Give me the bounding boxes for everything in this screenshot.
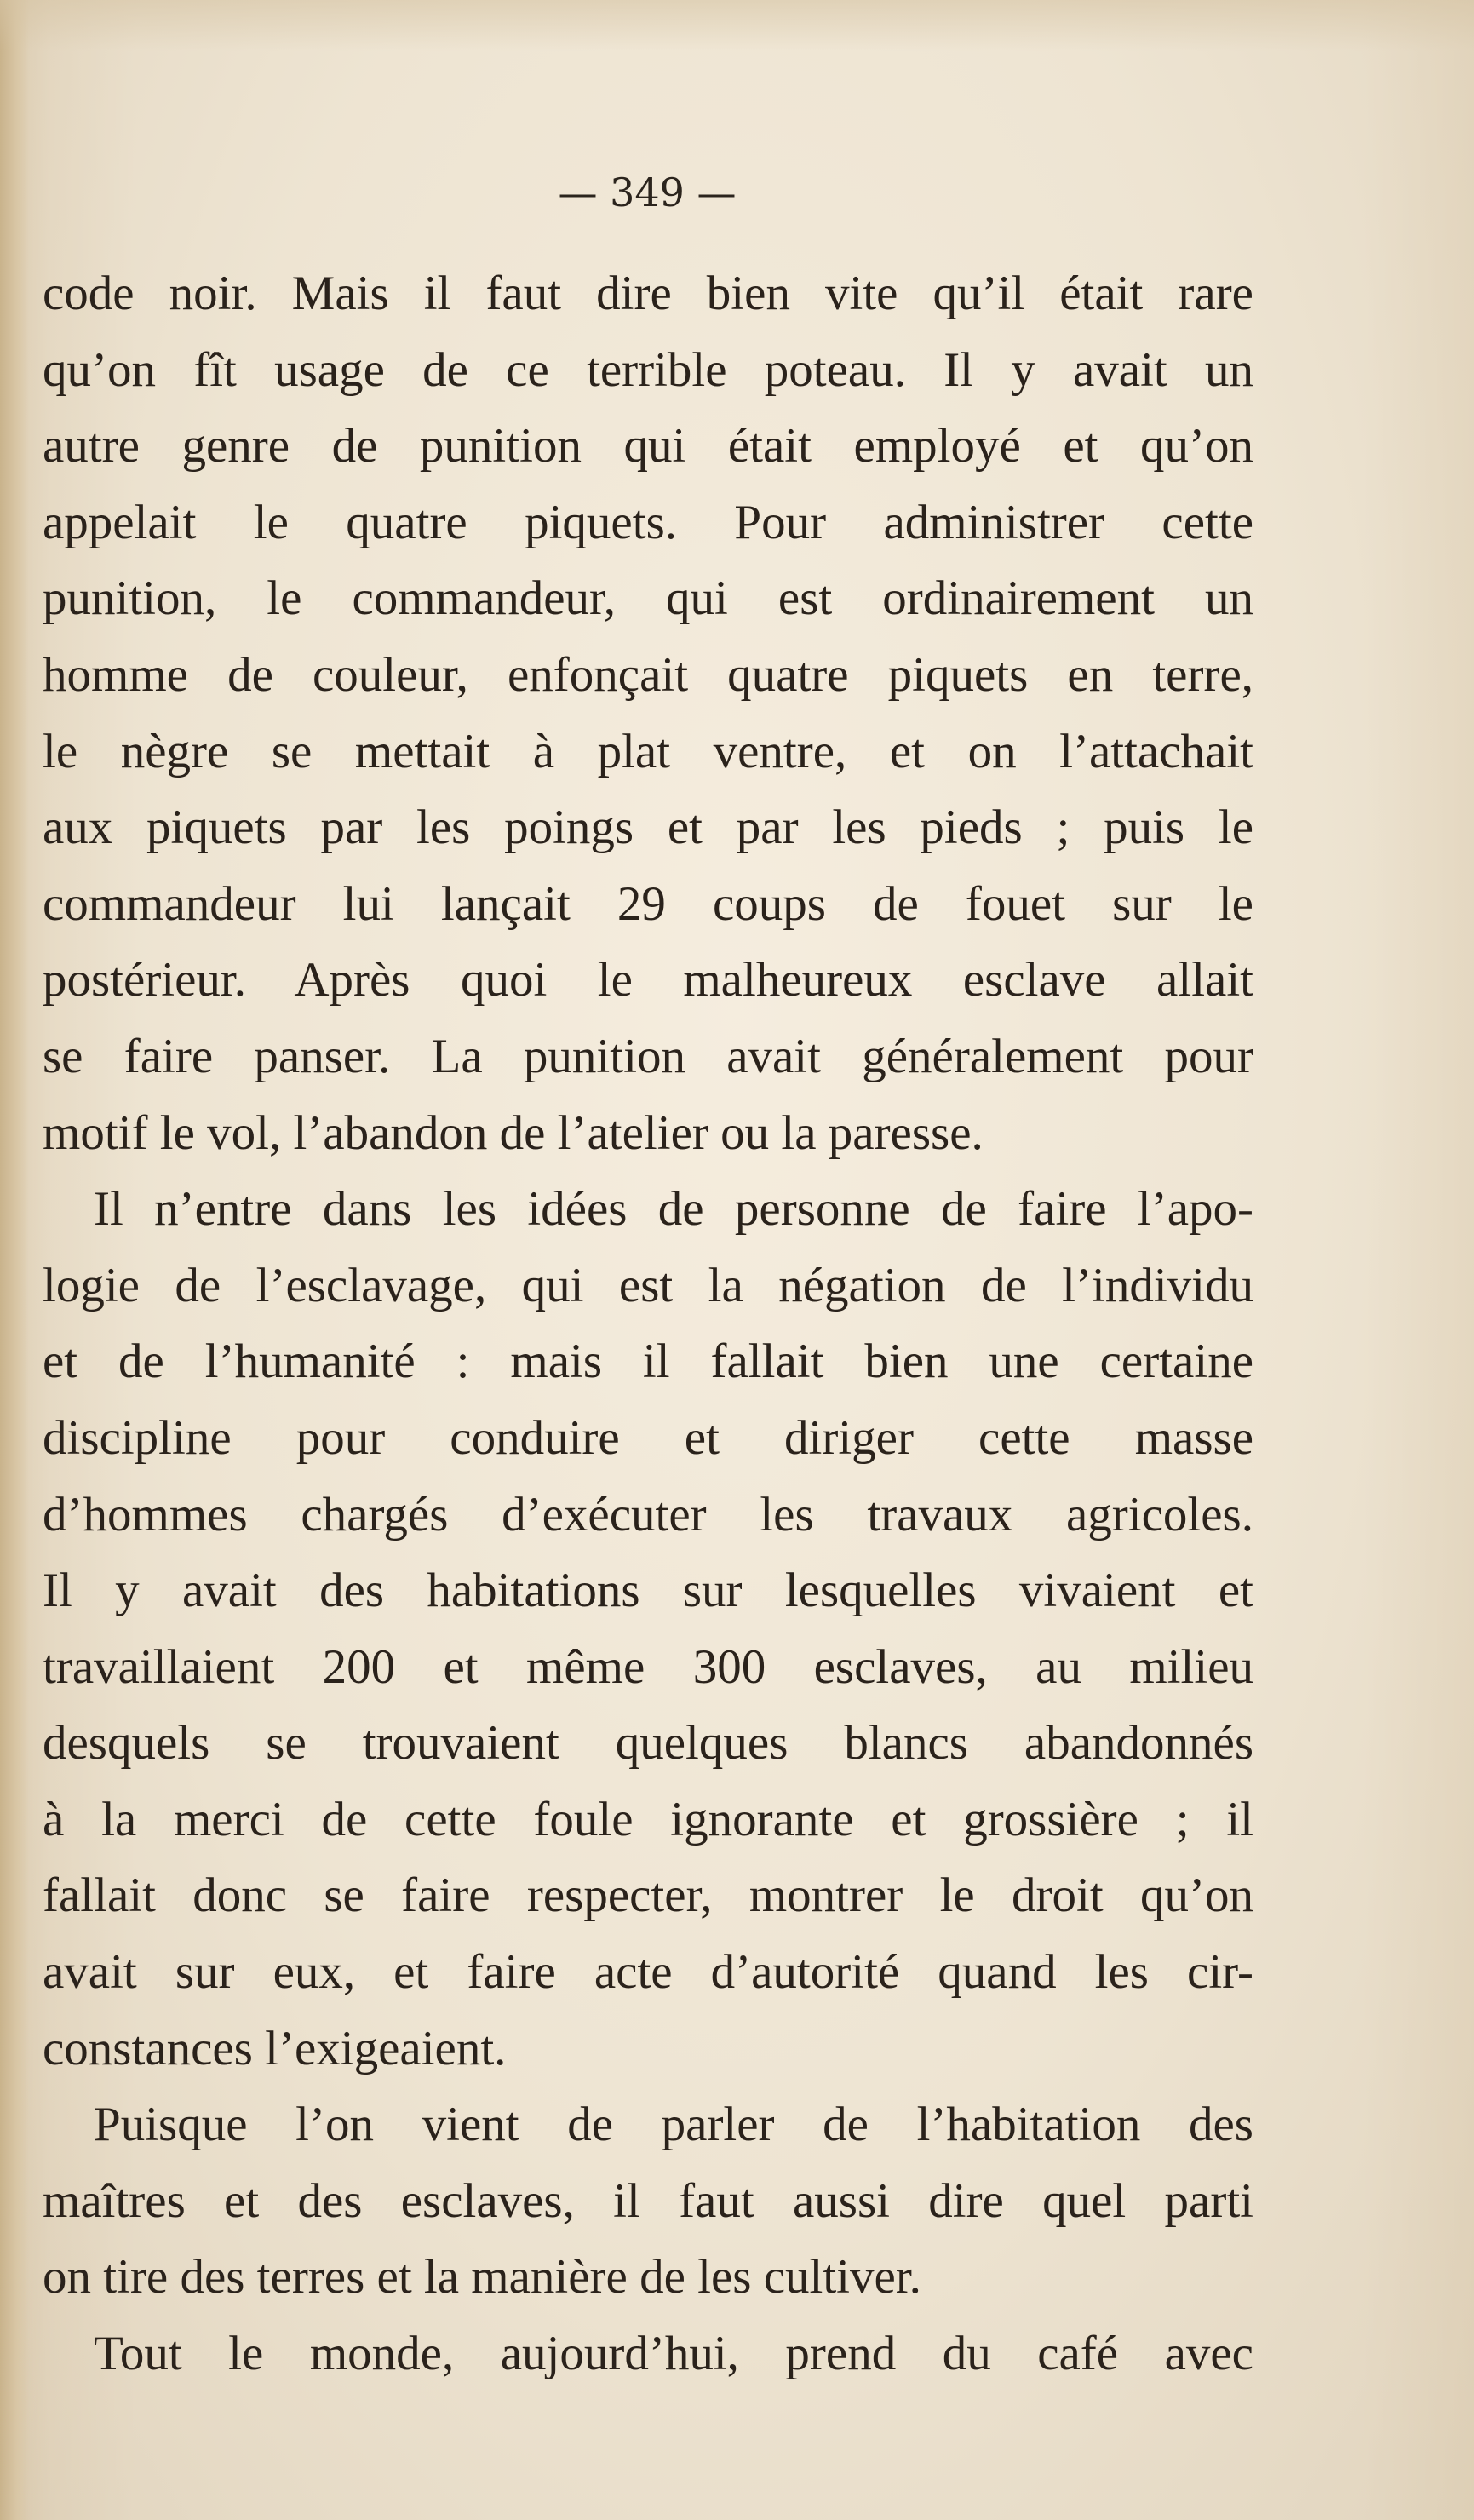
page-top-shadow [0,0,1474,51]
text-line: homme de couleur, enfonçait quatre piquets en terre, [43,647,1253,702]
text-line: logie de l’esclavage, qui est la négation de l’individu [43,1258,1253,1312]
text-line: d’hommes chargés d’exécuter les travaux agricoles. [43,1487,1253,1541]
text-line: qu’on fît usage de ce terrible poteau. Il y avait un [43,342,1253,397]
text-line: desquels se trouvaient quelques blancs abandonnés [43,1716,1253,1771]
text-line: commandeur lui lançait 29 coups de fouet sur le [43,876,1253,931]
text-line: on tire des terres et la manière de les cultiver. [43,2250,921,2305]
text-line: Il y avait des habitations sur lesquelles vivaient et [43,1564,1253,1618]
text-line: Tout le monde, aujourd’hui, prend du café avec [94,2327,1253,2381]
text-line: constances l’exigeaient. [43,2021,507,2075]
text-line: travaillaient 200 et même 300 esclaves, au milieu [43,1639,1253,1694]
text-line: à la merci de cette foule ignorante et grossière ; il [43,1792,1253,1846]
page-binding-shadow [0,0,29,2520]
page-number-header: — 349 — [558,169,737,215]
text-line: avait sur eux, et faire acte d’autorité quand les cir- [43,1945,1253,2000]
text-line: fallait donc se faire respecter, montrer le droit qu’on [43,1868,1253,1923]
text-line: se faire panser. La punition avait généralement pour [43,1029,1253,1083]
text-line: motif le vol, l’abandon de l’atelier ou la paresse. [43,1105,984,1160]
body-text [43,255,1253,2392]
text-line: et de l’humanité : mais il fallait bien une certaine [43,1335,1253,1389]
text-line: le nègre se mettait à plat ventre, et on l’attachait [43,724,1253,778]
text-line: discipline pour conduire et diriger cette masse [43,1410,1253,1465]
text-line: appelait le quatre piquets. Pour administrer cette [43,495,1253,549]
text-line: punition, le commandeur, qui est ordinairement un [43,571,1253,626]
text-line: code noir. Mais il faut dire bien vite qu’il était rare [43,267,1253,320]
text-line: Il n’entre dans les idées de personne de faire l’apo- [94,1182,1253,1237]
text-line: maîtres et des esclaves, il faut aussi dire quel parti [43,2173,1253,2228]
text-line: Puisque l’on vient de parler de l’habitation des [94,2098,1253,2152]
text-line: aux piquets par les poings et par les pieds ; puis le [43,801,1253,855]
text-line: autre genre de punition qui était employé et qu’on [43,419,1253,474]
text-line: postérieur. Après quoi le malheureux esclave allait [43,953,1253,1007]
